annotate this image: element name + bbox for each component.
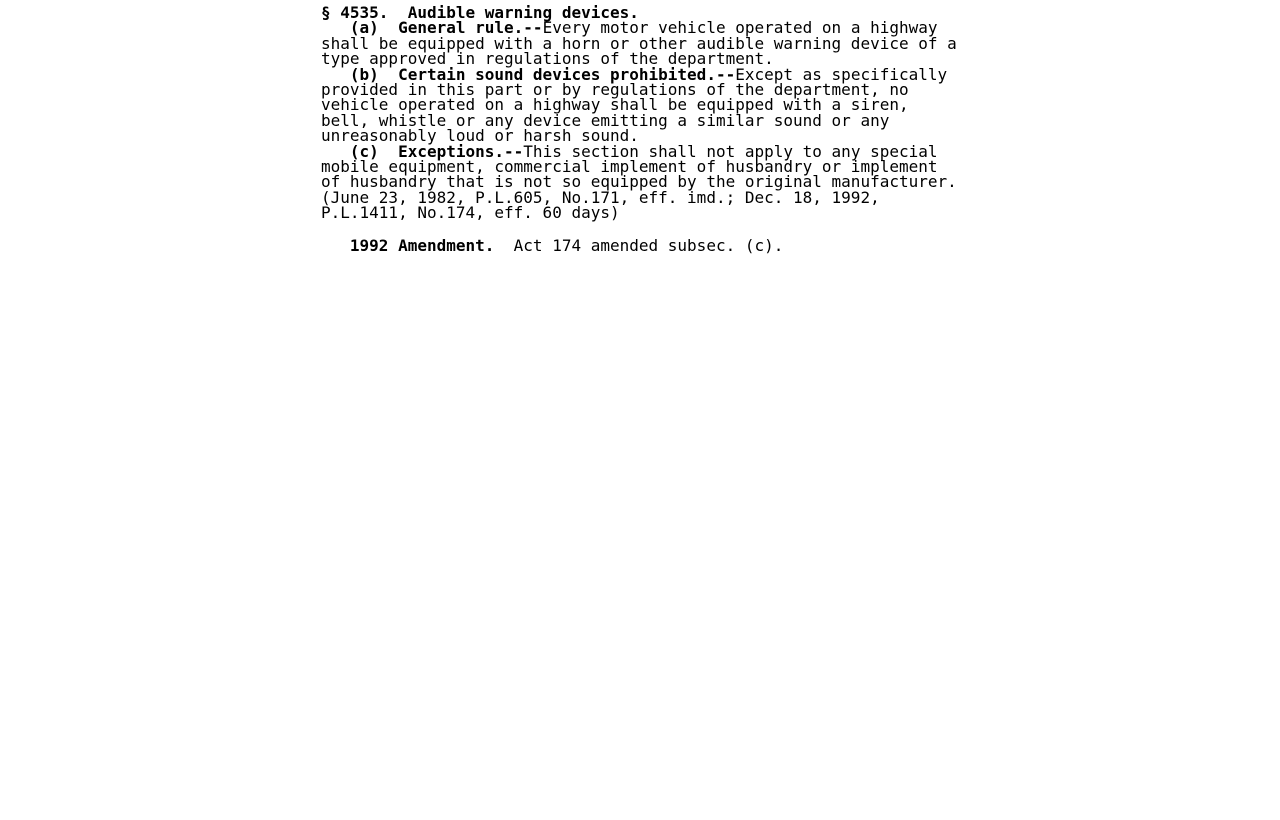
statute-text: Every motor vehicle operated on a highway bbox=[542, 18, 938, 38]
statute-text-bold: (c) Exceptions.-- bbox=[321, 141, 524, 161]
statute-text: bell, whistle or any device emitting a similar sound or any bbox=[321, 110, 890, 130]
statute-text: (June 23, 1982, P.L.605, No.171, eff. imd.; Dec. 18, 1992, bbox=[321, 187, 880, 207]
statute-text: provided in this part or by regulations of the department, no bbox=[321, 79, 909, 99]
statute-text: type approved in regulations of the department. bbox=[321, 49, 774, 69]
statute-text: Except as specifically bbox=[735, 64, 948, 84]
statute-text: of husbandry that is not so equipped by the original manufacturer. bbox=[321, 172, 957, 192]
statute-text-bold: (b) Certain sound devices prohibited.-- bbox=[321, 64, 736, 84]
statute-text-bold: 1992 Amendment. bbox=[321, 236, 495, 256]
statute-text: P.L.1411, No.174, eff. 60 days) bbox=[321, 203, 620, 223]
statute-document bbox=[321, 5, 957, 254]
statute-text: mobile equipment, commercial implement of husbandry or implement bbox=[321, 156, 938, 176]
statute-text-bold: § 4535. Audible warning devices. bbox=[321, 3, 639, 22]
statute-line-citation bbox=[321, 203, 957, 223]
statute-text-bold: (a) General rule.-- bbox=[321, 18, 543, 38]
statute-text: shall be equipped with a horn or other audible warning device of a bbox=[321, 33, 957, 53]
statute-line-amendment-note bbox=[321, 236, 957, 256]
statute-text: Act 174 amended subsec. (c). bbox=[494, 236, 784, 256]
statute-text: unreasonably loud or harsh sound. bbox=[321, 126, 639, 146]
statute-text: This section shall not apply to any special bbox=[523, 141, 938, 161]
statute-text: vehicle operated on a highway shall be equipped with a siren, bbox=[321, 95, 909, 115]
